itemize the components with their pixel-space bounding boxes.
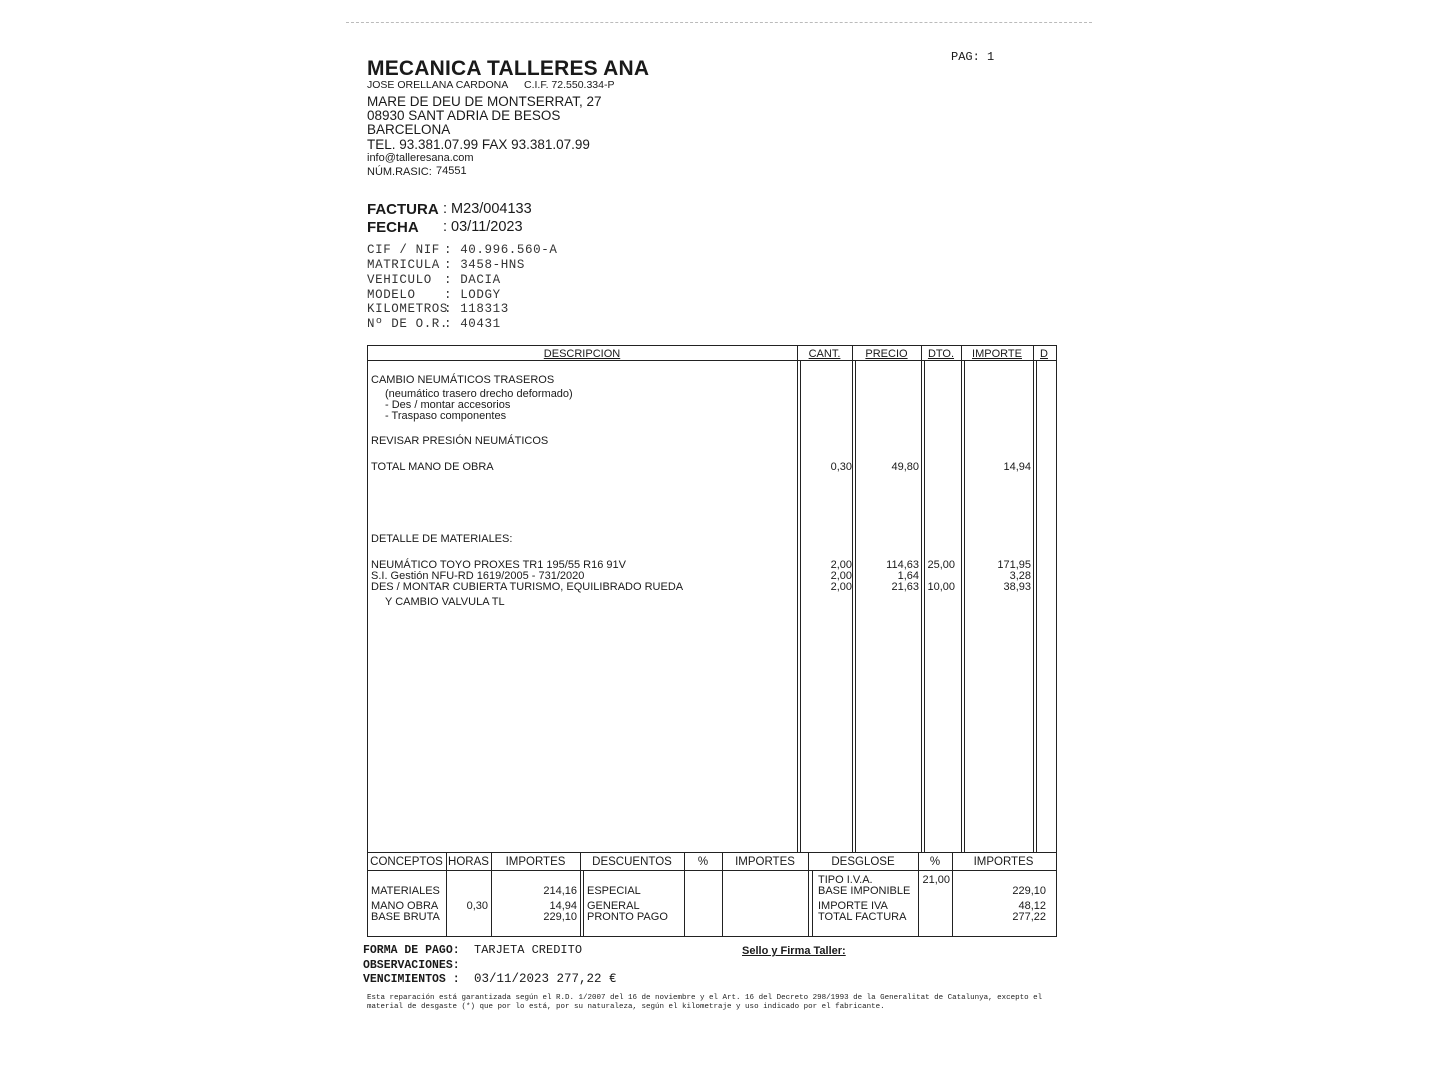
vehicle-vehiculo-label: VEHICULO [367,273,432,287]
email: info@talleresana.com [367,152,474,164]
concept-label: BASE BRUTA [371,911,440,923]
vehicle-matricula-label: MATRICULA [367,258,440,272]
address-city: BARCELONA [367,122,451,137]
labor-total-cant: 0,30 [830,461,852,473]
factura-label: FACTURA [367,201,439,218]
material-importe: 171,95 [997,559,1031,571]
concept-label: MATERIALES [371,885,440,897]
sello-firma-label: Sello y Firma Taller: [742,945,846,957]
vehicle-matricula-value: : 3458-HNS [444,258,526,272]
summary-col-divider [812,870,813,937]
vehicle-cif-label: CIF / NIF [367,243,440,257]
header-precio: PRECIO [865,348,908,360]
summary-header-importes: IMPORTES [505,856,566,868]
summary-header-importes: IMPORTES [973,856,1034,868]
concept-importe: 229,10 [543,911,577,923]
desglose-importe: 229,10 [1012,885,1046,897]
vehicle-modelo-label: MODELO [367,288,416,302]
material-precio: 1,64 [897,570,919,582]
col-divider [800,360,801,853]
concept-horas: 0,30 [466,900,488,912]
labor-line: - Traspaso componentes [385,410,507,422]
phone-fax: TEL. 93.381.07.99 FAX 93.381.07.99 [367,137,590,152]
desglose-importe: 48,12 [1018,900,1046,912]
header-importe: IMPORTE [972,348,1022,360]
vehicle-vehiculo-value: : DACIA [444,273,501,287]
labor-title: CAMBIO NEUMÁTICOS TRASEROS [371,374,555,386]
material-dto: 25,00 [927,559,955,571]
concept-label: MANO OBRA [371,900,439,912]
desglose-label: BASE IMPONIBLE [818,885,911,897]
summary-header-horas: HORAS [448,856,489,868]
material-importe: 3,28 [1009,570,1031,582]
company-cif: C.I.F. 72.550.334-P [524,79,615,91]
summary-header-desglose: DESGLOSE [831,856,895,868]
forma-pago-label: FORMA DE PAGO: [363,944,460,957]
fecha-label: FECHA [367,219,419,236]
summary-header-percent: % [929,856,941,868]
material-cant: 2,00 [830,559,852,571]
material-desc: DES / MONTAR CUBIERTA TURISMO, EQUILIBRADO RUEDA [371,581,684,593]
material-precio: 21,63 [891,581,919,593]
col-divider [852,345,853,853]
rasic-label: NÚM.RASIC: [367,166,432,178]
col-divider [964,360,965,853]
forma-pago-value: TARJETA CREDITO [474,943,583,957]
materials-title: DETALLE DE MATERIALES: [371,533,513,545]
vehicle-km-value: : 118313 [444,302,509,316]
scan-top-edge [346,22,1092,23]
col-divider [855,360,856,853]
vehicle-or-value: : 40431 [444,317,501,331]
rasic-value: 74551 [436,165,467,177]
col-divider [1033,345,1034,853]
labor-total-precio: 49,80 [891,461,919,473]
concept-importe: 14,94 [549,900,577,912]
summary-header-importes: IMPORTES [735,856,795,868]
factura-value: : M23/004133 [443,201,532,217]
vehicle-modelo-value: : LODGY [444,288,501,302]
labor-line: - Des / montar accesorios [385,399,511,411]
discount-label: PRONTO PAGO [587,911,668,923]
desglose-importe: 277,22 [1012,911,1046,923]
address-line-1: MARE DE DEU DE MONTSERRAT, 27 [367,94,602,109]
items-header-divider [367,360,1057,361]
header-dto: DTO. [927,348,955,360]
owner-name: JOSE ORELLANA CARDONA [367,79,509,91]
summary-header-percent: % [697,856,709,868]
desglose-pct: 21,00 [922,874,950,886]
col-divider [797,345,798,853]
material-cant: 2,00 [830,581,852,593]
header-descripcion: DESCRIPCION [543,348,621,360]
material-precio: 114,63 [886,559,919,571]
labor-total-importe: 14,94 [1003,461,1031,473]
labor-revision: REVISAR PRESIÓN NEUMÁTICOS [371,435,549,447]
material-desc: S.I. Gestión NFU-RD 1619/2005 - 731/2020 [371,570,585,582]
company-name: MECANICA TALLERES ANA [367,57,650,80]
col-divider [961,345,962,853]
summary-col-divider [583,870,584,937]
desglose-label: TIPO I.V.A. [818,874,873,886]
material-desc-continuation: Y CAMBIO VALVULA TL [385,596,505,608]
fecha-value: : 03/11/2023 [443,219,523,235]
col-divider [924,360,925,853]
material-desc: NEUMÁTICO TOYO PROXES TR1 195/55 R16 91V [371,559,626,571]
material-cant: 2,00 [830,570,852,582]
header-cant: CANT. [808,348,841,360]
desglose-label: TOTAL FACTURA [818,911,907,923]
concept-importe: 214,16 [543,885,577,897]
col-divider [1036,360,1037,853]
vehicle-or-label: Nº DE O.R. [367,317,449,331]
header-d: D [1040,348,1048,360]
vencimientos-label: VENCIMIENTOS : [363,973,460,986]
summary-header-conceptos: CONCEPTOS [370,856,443,868]
desglose-label: IMPORTE IVA [818,900,888,912]
discount-label: GENERAL [587,900,640,912]
page-number: PAG: 1 [951,50,995,64]
material-dto: 10,00 [927,581,955,593]
legal-text: material de desgaste (*) que por lo está, por su naturaleza, según el kilometraje y uso indicado por el fabricante. [367,1003,885,1011]
col-divider [921,345,922,853]
address-line-2: 08930 SANT ADRIA DE BESOS [367,108,561,123]
vencimientos-value: 03/11/2023 277,22 € [474,972,617,986]
labor-line: (neumático trasero drecho deformado) [385,388,573,400]
material-importe: 38,93 [1003,581,1031,593]
legal-text: Esta reparación está garantizada según el R.D. 1/2007 del 16 de noviembre y el Art. 16 del Decreto 298/1993 de la Generalitat de Catalunya, excepto el [367,994,1043,1002]
observaciones-label: OBSERVACIONES: [363,959,460,972]
summary-header-divider [367,870,1057,871]
vehicle-cif-value: : 40.996.560-A [444,243,558,257]
vehicle-km-label: KILOMETROS [367,302,449,316]
discount-label: ESPECIAL [587,885,641,897]
summary-header-descuentos: DESCUENTOS [592,856,672,868]
labor-total-label: TOTAL MANO DE OBRA [371,461,494,473]
